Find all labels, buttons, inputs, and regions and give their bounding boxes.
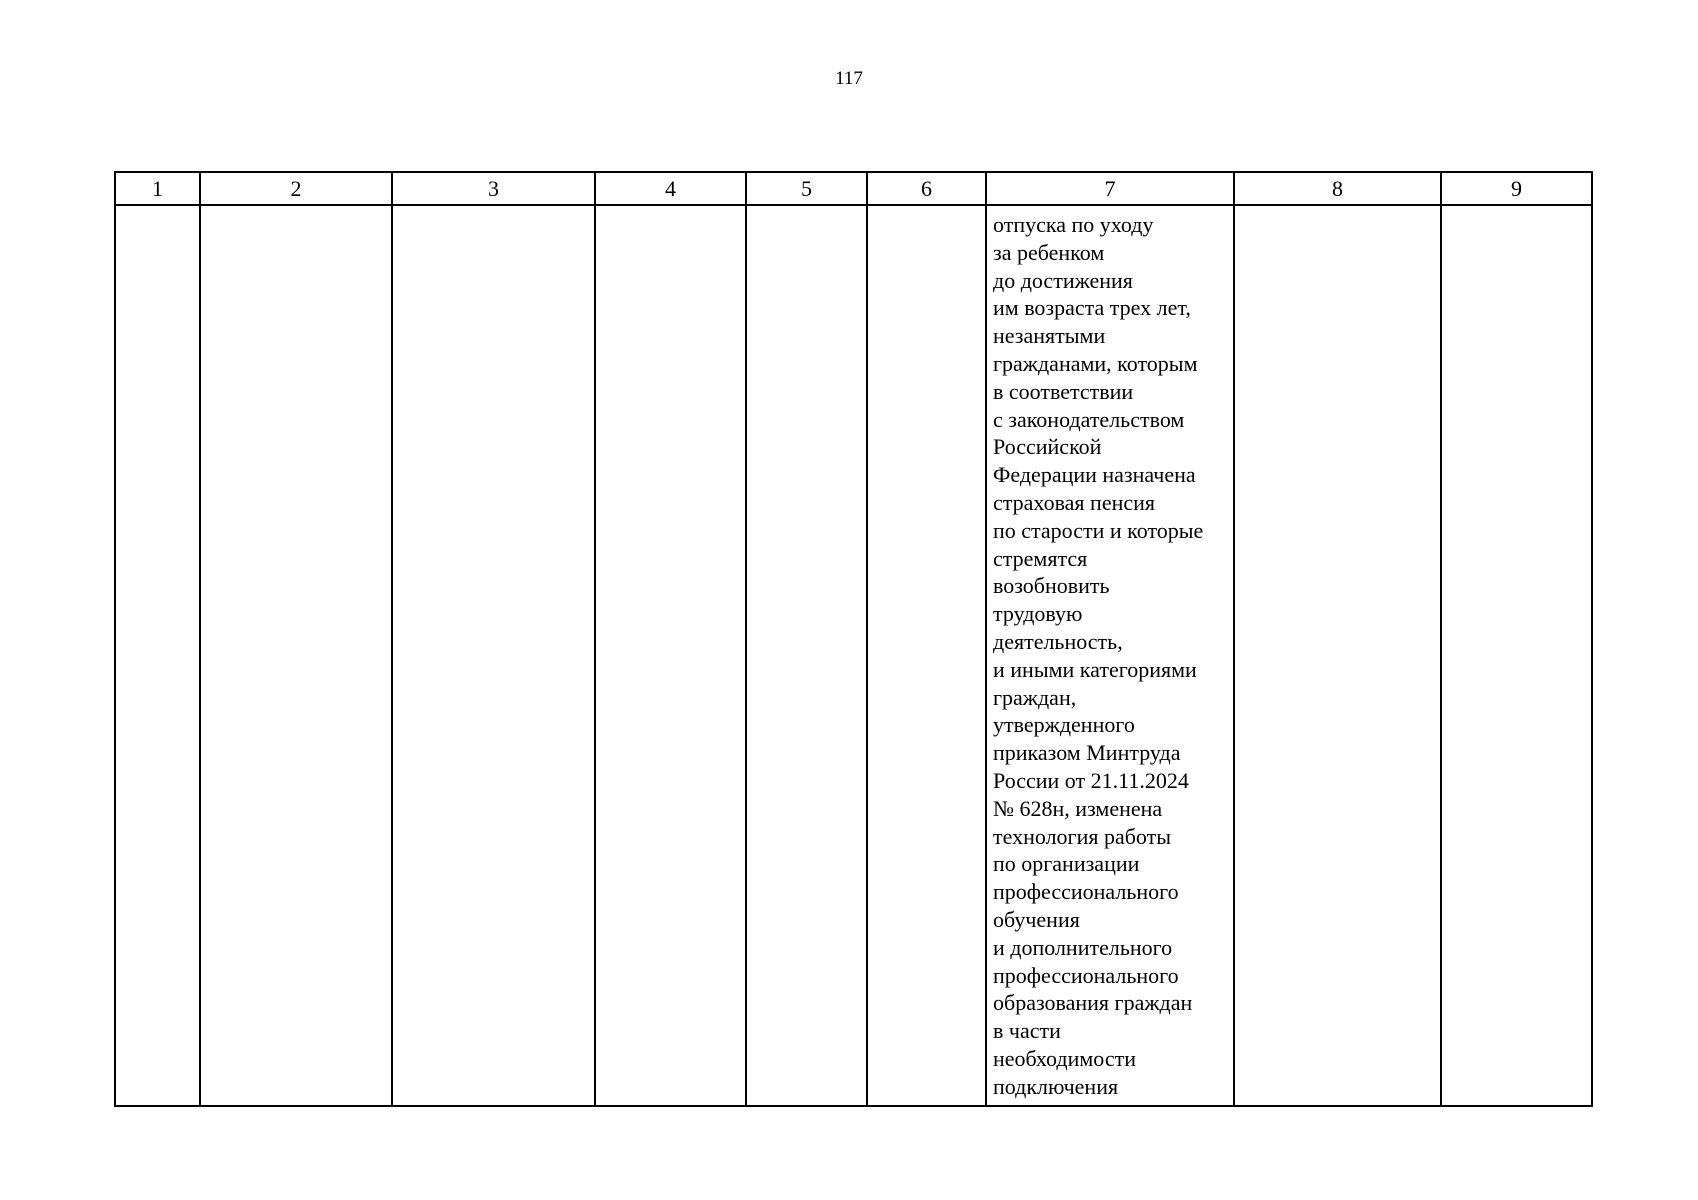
cell-text-line: деятельность, xyxy=(993,628,1123,654)
cell-text-line: им возраста трех лет, xyxy=(993,295,1191,321)
page-number: 117 xyxy=(835,68,863,89)
column-header-1: 1 xyxy=(115,172,200,205)
table-cell-col1 xyxy=(115,205,200,1106)
column-header-3: 3 xyxy=(392,172,595,205)
cell-text-line: в соответствии xyxy=(993,378,1134,404)
table-cell-col8 xyxy=(1234,205,1441,1106)
cell-text-line: по организации xyxy=(993,851,1140,877)
cell-text-line: профессионального xyxy=(993,879,1179,905)
table-cell-col5 xyxy=(746,205,867,1106)
table-cell-col9 xyxy=(1441,205,1592,1106)
cell-text-line: за ребенком xyxy=(993,239,1105,265)
cell-text-line: страховая пенсия xyxy=(993,489,1156,515)
cell-text-line: обучения xyxy=(993,906,1080,932)
column-header-9: 9 xyxy=(1441,172,1592,205)
cell-text-line: по старости и которые xyxy=(993,517,1204,543)
cell-text-line: и дополнительного xyxy=(993,934,1173,960)
column-header-5: 5 xyxy=(746,172,867,205)
table-row xyxy=(115,205,1592,1106)
cell-text-line: с законодательством xyxy=(993,406,1185,432)
cell-text-line: трудовую xyxy=(993,601,1083,627)
document-table xyxy=(114,171,1593,1107)
cell-text-line: технология работы xyxy=(993,823,1172,849)
cell-text-col7 xyxy=(987,206,1233,1101)
cell-text-line: стремятся xyxy=(993,545,1088,571)
table-cell-col6 xyxy=(867,205,986,1106)
table-header-row xyxy=(115,172,1592,205)
table-cell-col7 xyxy=(986,205,1234,1106)
cell-text-line: отпуска по уходу xyxy=(993,212,1154,237)
cell-text-line: незанятыми xyxy=(993,323,1106,349)
cell-text-line: Российской xyxy=(993,434,1102,460)
cell-text-line: гражданами, которым xyxy=(993,350,1198,376)
column-header-2: 2 xyxy=(200,172,392,205)
cell-text-line: России от 21.11.2024 xyxy=(993,767,1189,793)
column-header-7: 7 xyxy=(986,172,1234,205)
cell-text-line: приказом Минтруда xyxy=(993,740,1181,766)
column-header-4: 4 xyxy=(595,172,746,205)
table-cell-col3 xyxy=(392,205,595,1106)
cell-text-line: Федерации назначена xyxy=(993,462,1196,488)
cell-text-line: профессионального xyxy=(993,962,1179,988)
table-cell-col4 xyxy=(595,205,746,1106)
cell-text-line: граждан, xyxy=(993,684,1077,710)
cell-text-line: до достижения xyxy=(993,267,1133,293)
cell-text-line: в части xyxy=(993,1018,1061,1044)
column-header-8: 8 xyxy=(1234,172,1441,205)
cell-text-line: необходимости xyxy=(993,1045,1137,1071)
cell-text-line: утвержденного xyxy=(993,712,1135,738)
cell-text-line: подключения xyxy=(993,1073,1119,1099)
cell-text-line: образования граждан xyxy=(993,990,1193,1016)
table-cell-col2 xyxy=(200,205,392,1106)
column-header-6: 6 xyxy=(867,172,986,205)
cell-text-line: возобновить xyxy=(993,573,1110,599)
cell-text-line: № 628н, изменена xyxy=(993,795,1163,821)
cell-text-line: и иными категориями xyxy=(993,656,1197,682)
